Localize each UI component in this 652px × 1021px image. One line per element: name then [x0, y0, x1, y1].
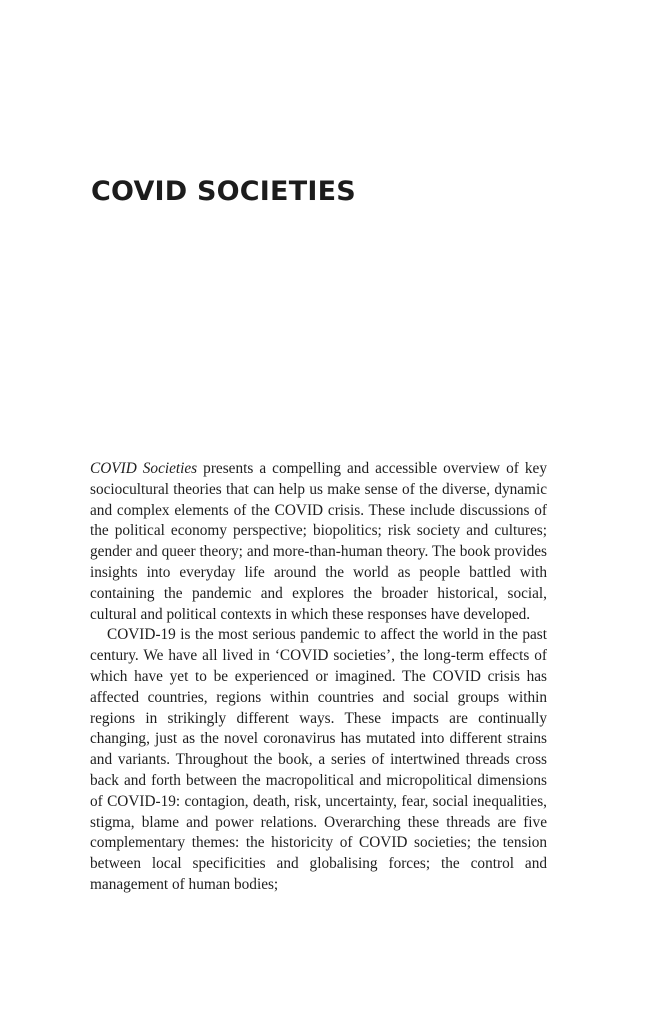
blurb-paragraph-1-text: presents a compelling and accessible overview of key sociocultural theories that can help us make sense of the diverse, dynamic and complex elements of the COVID crisis. These include discussions of the political economy perspective; biopolitics; risk society and cultures; gender and queer theory; and more-than-human theory. The book provides insights into everyday life around the world as people battled with containing the pandemic and explores the broader historical, social, cultural and political contexts in which these responses have developed. — [90, 460, 547, 623]
blurb-paragraph-2: COVID-19 is the most serious pandemic to affect the world in the past century. We have all lived in ‘COVID societies’, the long-term effects of which have yet to be experienced or imagined. The COVID crisis has affected countries, regions within countries and social groups within regions in strikingly different ways. These impacts are continually changing, just as the novel coronavirus has mutated into different strains and variants. Throughout the book, a series of intertwined threads cross back and forth between the macropolitical and micropolitical dimensions of COVID-19: contagion, death, risk, uncertainty, fear, social inequalities, stigma, blame and power relations. Overarching these threads are five complementary themes: the historicity of COVID societies; the tension between local specificities and globalising forces; the control and management of human bodies; — [90, 626, 547, 893]
blurb-text — [90, 459, 547, 896]
book-title-heading: COVID SOCIETIES — [91, 176, 356, 207]
book-title-italic: COVID Societies — [90, 460, 198, 477]
blurb-paragraph-1 — [90, 459, 547, 625]
